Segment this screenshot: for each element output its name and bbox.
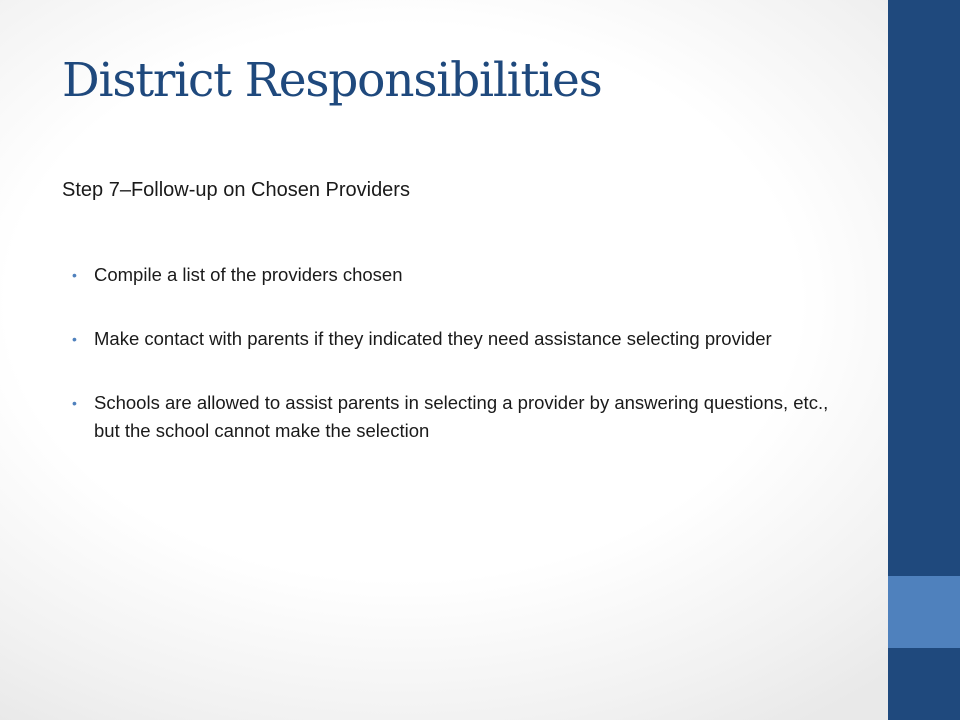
bullet-dot-icon: • — [72, 331, 77, 347]
sidebar-accent-block — [888, 576, 960, 648]
bullet-text: Compile a list of the providers chosen — [94, 264, 403, 285]
bullet-list — [72, 261, 852, 481]
slide-subtitle: Step 7–Follow-up on Chosen Providers — [62, 179, 410, 201]
bullet-text: Make contact with parents if they indicated they need assistance selecting provider — [94, 328, 772, 349]
bullet-text: Schools are allowed to assist parents in selecting a provider by answering questions, etc., but the school cannot make the selection — [94, 392, 829, 441]
slide-title: District Responsibilities — [62, 53, 602, 108]
sidebar-bottom-block — [888, 648, 960, 720]
bullet-dot-icon: • — [72, 267, 77, 283]
sidebar-dark-block — [888, 0, 960, 576]
bullet-item — [72, 389, 852, 445]
bullet-item — [72, 325, 852, 353]
bullet-item — [72, 261, 852, 289]
bullet-dot-icon: • — [72, 395, 77, 411]
